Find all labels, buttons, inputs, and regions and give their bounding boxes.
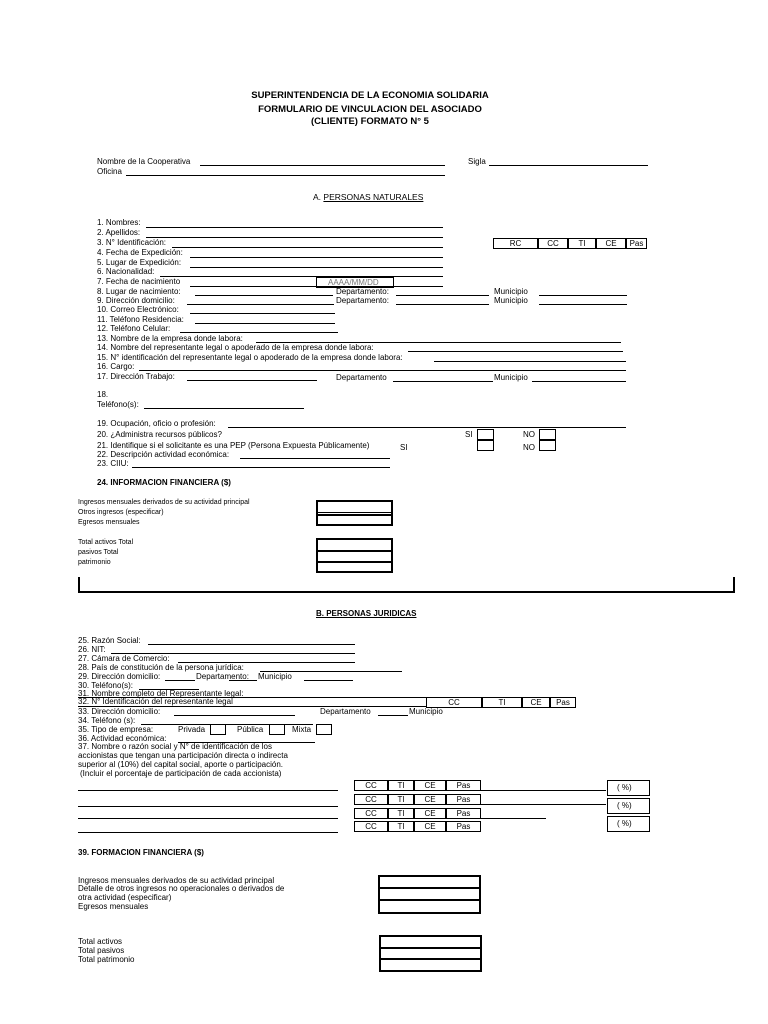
fin24-ingresos-label: Ingresos mensuales derivados de su actividad principal <box>78 499 250 506</box>
nit-label: 26. NIT: <box>78 645 106 654</box>
fin39-ingresos-label: Ingresos mensuales derivados de su actividad principal <box>78 876 275 885</box>
departamento-rep-label: Departamento <box>320 707 371 716</box>
privada-label: Privada <box>178 725 206 734</box>
divider-left-end <box>78 577 80 592</box>
id-representante-legal-label: 32. N° Identificación del representante legal <box>78 697 233 706</box>
divider-right-end <box>733 577 735 593</box>
form-header-format: (CLIENTE) FORMATO N° 5 <box>311 116 429 127</box>
identificacion-field[interactable] <box>172 247 443 248</box>
id-type-ti[interactable]: TI <box>568 238 596 249</box>
share3-percent: ( %) <box>617 819 632 828</box>
fin39-activos-label: Total activos <box>78 937 123 946</box>
departamento-trabajo-field[interactable] <box>393 381 493 382</box>
direccion-rep-field[interactable] <box>174 715 295 716</box>
fecha-expedicion-label: 4. Fecha de Expedición: <box>97 248 183 257</box>
correo-field[interactable] <box>190 313 335 314</box>
nacionalidad-field[interactable] <box>160 276 443 277</box>
razon-social-field[interactable] <box>148 644 355 645</box>
recursos-publicos-no-checkbox[interactable] <box>539 429 556 440</box>
share2-id-cc[interactable]: CC <box>354 794 388 805</box>
telefono-celular-label: 12. Teléfono Celular: <box>97 324 171 333</box>
share1-id-number-field[interactable] <box>481 790 606 791</box>
direccion-domicilio-label: 9. Dirección domicilio: <box>97 296 175 305</box>
lugar-nacimiento-field[interactable] <box>195 295 333 296</box>
oficina-label: Oficina <box>97 167 122 176</box>
no-label: NO <box>523 430 535 439</box>
share4-id-ce[interactable]: CE <box>414 821 446 832</box>
form-header-entity: SUPERINTENDENCIA DE LA ECONOMIA SOLIDARIA <box>251 90 489 101</box>
municipio-trabajo-field[interactable] <box>532 381 626 382</box>
departamento-label: Departamento: <box>336 287 389 296</box>
id-type-pas[interactable]: Pas <box>626 238 647 249</box>
privada-checkbox[interactable] <box>210 724 226 735</box>
mixta-checkbox[interactable] <box>316 724 332 735</box>
oficina-field[interactable] <box>126 175 445 176</box>
direccion-juridica-field[interactable] <box>165 680 195 681</box>
ciiu-label: 23. CIIU: <box>97 459 129 468</box>
share3-id-ti[interactable]: TI <box>388 808 414 819</box>
fin24-activos-label: Total activos Total <box>78 539 134 546</box>
departamento-juridica-field[interactable] <box>229 680 257 681</box>
representante-legal-label: 31. Nombre completo del Representante legal: <box>78 689 244 698</box>
no-label: NO <box>523 443 535 452</box>
pep-no-checkbox[interactable] <box>539 440 556 451</box>
id-type-cc[interactable]: CC <box>538 238 568 249</box>
telefono-residencia-field[interactable] <box>195 323 335 324</box>
shareholder-name-field[interactable] <box>78 806 338 807</box>
si-label: SI <box>465 430 473 439</box>
share4-id-pas[interactable]: Pas <box>446 821 481 832</box>
shareholder-name-field[interactable] <box>78 832 338 833</box>
actividad-economica-label: 22. Descripción actividad económica: <box>97 450 230 459</box>
actividad-economica-field[interactable] <box>240 458 390 459</box>
field-18-label: 18. <box>97 390 109 399</box>
share2-id-ti[interactable]: TI <box>388 794 414 805</box>
telefonos-rep-field[interactable] <box>141 724 313 725</box>
share1-percent: ( %) <box>617 783 632 792</box>
departamento-nacimiento-field[interactable] <box>396 295 489 296</box>
fin24-totals-box[interactable] <box>316 538 393 573</box>
accionistas-line1: 37. Nombre o razón social y N° de identificación de los <box>78 742 272 751</box>
direccion-trabajo-field[interactable] <box>187 380 317 381</box>
direccion-juridica-label: 29. Dirección domicilio: <box>78 672 161 681</box>
razon-social-label: 25. Razón Social: <box>78 636 141 645</box>
accionistas-line3: superior al (10%) del capital social, aporte o participación. <box>78 760 283 769</box>
share3-id-pas[interactable]: Pas <box>446 808 481 819</box>
publica-label: Pública <box>237 725 264 734</box>
municipio-rep-label: Municipio <box>409 707 443 716</box>
correo-label: 10. Correo Electrónico: <box>97 305 179 314</box>
id-type-rc[interactable]: RC <box>493 238 538 249</box>
rep-id-type-pas[interactable]: Pas <box>550 697 576 708</box>
pep-label: 21. Identifique si el solicitante es una PEP (Persona Expuesta Públicamente) <box>97 441 370 450</box>
fin39-pasivos-label: Total pasivos <box>78 946 125 955</box>
nombres-label: 1. Nombres: <box>97 218 141 227</box>
direccion-trabajo-label: 17. Dirección Trabajo: <box>97 372 175 381</box>
share3-id-cc[interactable]: CC <box>354 808 388 819</box>
fin39-income-box[interactable] <box>378 875 481 914</box>
accionistas-line2: accionistas que tengan una participación directa o indirecta <box>78 751 288 760</box>
fin39-detalle-label: Detalle de otros ingresos no operacionales o derivados de <box>78 884 285 893</box>
form-header-title: FORMULARIO DE VINCULACION DEL ASOCIADO <box>258 104 482 115</box>
telefonos-juridica-label: 30. Teléfono(s): <box>78 681 133 690</box>
municipio-domicilio-field[interactable] <box>539 304 627 305</box>
fin39-patrimonio-label: Total patrimonio <box>78 955 135 964</box>
share4-id-cc[interactable]: CC <box>354 821 388 832</box>
lugar-nacimiento-label: 8. Lugar de nacimiento: <box>97 287 181 296</box>
actividad-juridica-label: 36. Actividad económica: <box>78 734 167 743</box>
publica-checkbox[interactable] <box>269 724 285 735</box>
departamento-rep-field[interactable] <box>378 715 408 716</box>
id-type-ce[interactable]: CE <box>596 238 626 249</box>
recursos-publicos-label: 20. ¿Administra recursos públicos? <box>97 430 222 439</box>
share2-id-pas[interactable]: Pas <box>446 794 481 805</box>
ciiu-field[interactable] <box>132 467 390 468</box>
telefonos-field[interactable] <box>144 408 304 409</box>
share4-id-ti[interactable]: TI <box>388 821 414 832</box>
cooperativa-field[interactable] <box>200 165 445 166</box>
fin24-pasivos-label: pasivos Total <box>78 549 119 556</box>
telefono-residencia-label: 11. Teléfono Residencia: <box>97 315 184 324</box>
fin24-otros-label: Otros ingresos (especificar) <box>78 509 164 516</box>
pep-si-checkbox[interactable] <box>477 440 494 451</box>
direccion-domicilio-field[interactable] <box>187 304 334 305</box>
pais-constitucion-label: 28. País de constitución de la persona jurídica: <box>78 663 244 672</box>
municipio-trabajo-label: Municipio <box>494 373 528 382</box>
id-representante-label: 15. N° identificación del representante legal o apoderado de la empresa donde labora: <box>97 353 403 362</box>
sigla-label: Sigla <box>468 157 486 166</box>
rep-id-type-ce[interactable]: CE <box>522 697 550 708</box>
fin39-egresos-label: Egresos mensuales <box>78 902 149 911</box>
camara-comercio-label: 27. Cámara de Comercio: <box>78 654 170 663</box>
telefonos-label: Teléfono(s): <box>97 400 139 409</box>
share3-id-ce[interactable]: CE <box>414 808 446 819</box>
shareholder-name-field[interactable] <box>78 818 338 819</box>
direccion-rep-label: 33. Dirección domicilio: <box>78 707 161 716</box>
share3-id-number-field[interactable] <box>481 818 546 819</box>
share2-id-ce[interactable]: CE <box>414 794 446 805</box>
empresa-label: 13. Nombre de la empresa donde labora: <box>97 334 243 343</box>
share2-percent: ( %) <box>617 801 632 810</box>
departamento-juridica-label: Departamento: <box>196 672 249 681</box>
apellidos-label: 2. Apellidos: <box>97 228 141 237</box>
apellidos-field[interactable] <box>146 237 443 238</box>
telefonos-rep-label: 34. Teléfono (s): <box>78 716 136 725</box>
fecha-nacimiento-label: 7. Fecha de nacimiento <box>97 277 181 286</box>
representante-field[interactable] <box>408 351 623 352</box>
cooperativa-label: Nombre de la Cooperativa <box>97 157 191 166</box>
fin39-otra-actividad-label: otra actividad (especificar) <box>78 893 172 902</box>
fin24-egresos-box[interactable] <box>316 514 393 526</box>
recursos-publicos-si-checkbox[interactable] <box>477 429 494 440</box>
share1-id-pas[interactable]: Pas <box>446 780 481 791</box>
municipio-label: Municipio <box>494 296 528 305</box>
telefono-celular-field[interactable] <box>180 332 338 333</box>
accionistas-line4: (Incluir el porcentaje de participación de cada accionista) <box>80 769 282 778</box>
municipio-juridica-label: Municipio <box>258 672 292 681</box>
info-financiera-title: 24. INFORMACION FINANCIERA ($) <box>97 478 231 487</box>
municipio-juridica-field[interactable] <box>304 680 353 681</box>
fin24-egresos-label: Egresos mensuales <box>78 519 140 526</box>
cargo-field[interactable] <box>139 370 626 371</box>
lugar-expedicion-label: 5. Lugar de Expedición: <box>97 258 182 267</box>
departamento-label: Departamento: <box>336 296 389 305</box>
fecha-expedicion-field[interactable] <box>190 257 443 258</box>
nacionalidad-label: 6. Nacionalidad: <box>97 267 155 276</box>
identificacion-label: 3. N° Identificación: <box>97 238 167 247</box>
rep-id-type-cc[interactable]: CC <box>426 697 482 708</box>
mixta-label: Mixta <box>292 725 312 734</box>
ocupacion-label: 19. Ocupación, oficio o profesión: <box>97 419 216 428</box>
shareholder-name-field[interactable] <box>78 790 338 791</box>
si-label: SI <box>400 443 408 452</box>
id-representante-field[interactable] <box>434 361 626 362</box>
municipio-nacimiento-field[interactable] <box>539 295 627 296</box>
nombres-field[interactable] <box>146 227 443 228</box>
departamento-domicilio-field[interactable] <box>396 304 489 305</box>
section-a-title: A. PERSONAS NATURALES <box>313 192 424 202</box>
lugar-expedicion-field[interactable] <box>190 267 443 268</box>
cargo-label: 16. Cargo: <box>97 362 135 371</box>
rep-id-type-ti[interactable]: TI <box>482 697 522 708</box>
tipo-empresa-label: 35. Tipo de empresa: <box>78 725 154 734</box>
sigla-field[interactable] <box>489 165 648 166</box>
formacion-financiera-title: 39. FORMACION FINANCIERA ($) <box>78 848 204 857</box>
share1-id-ce[interactable]: CE <box>414 780 446 791</box>
section-b-title: B. PERSONAS JURIDICAS <box>316 609 417 618</box>
fin39-totals-box[interactable] <box>379 935 482 972</box>
departamento-trabajo-label: Departamento <box>336 373 387 382</box>
share1-id-ti[interactable]: TI <box>388 780 414 791</box>
representante-label: 14. Nombre del representante legal o apoderado de la empresa donde labora: <box>97 343 374 352</box>
fin24-patrimonio-label: patrimonio <box>78 559 111 566</box>
section-divider <box>78 591 734 593</box>
date-format-hint: AAAA/MM/DD <box>328 278 379 287</box>
ocupacion-field[interactable] <box>228 427 626 428</box>
share2-id-number-field[interactable] <box>481 804 606 805</box>
share1-id-cc[interactable]: CC <box>354 780 388 791</box>
municipio-label: Municipio <box>494 287 528 296</box>
